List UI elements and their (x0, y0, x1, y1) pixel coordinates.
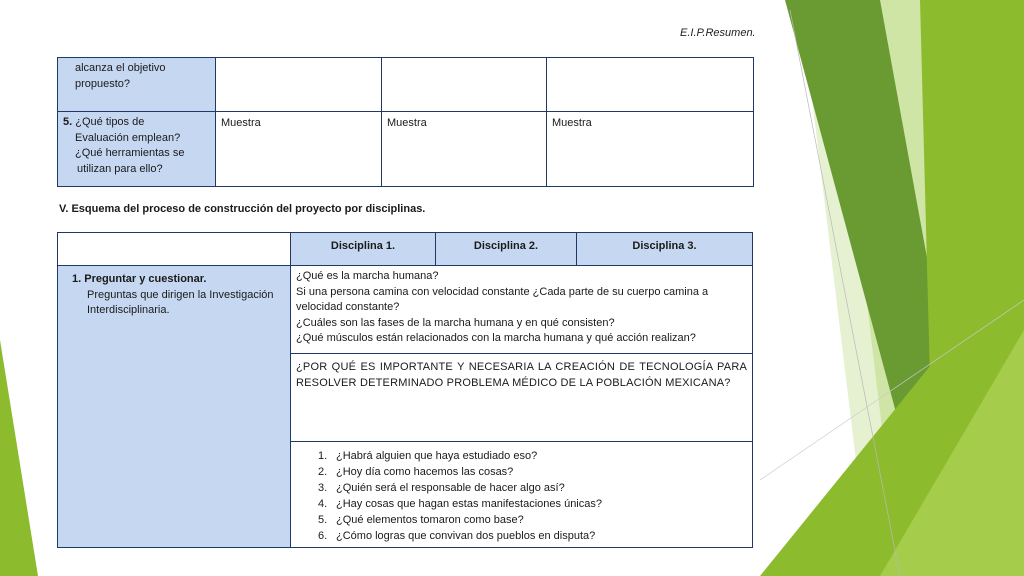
table-header-row (58, 233, 753, 266)
list-item: 3. ¿Quién será el responsable de hacer algo así? (318, 482, 565, 494)
question-cell (58, 112, 216, 187)
thin-line-2 (760, 300, 1024, 480)
list-item: 2. ¿Hoy día como hacemos las cosas? (318, 466, 514, 478)
questions-block (291, 266, 753, 354)
table-row (58, 266, 753, 354)
right-mid-wedge (920, 0, 1024, 576)
list-item: 5. ¿Qué elementos tomaron como base? (318, 514, 524, 526)
question-line: Si una persona camina con velocidad constante ¿Cada parte de su cuerpo camina a velocidad constante? (296, 285, 709, 313)
right-pale-wedge (800, 0, 1024, 576)
question-text: alcanza el objetivo propuesto? (75, 62, 166, 90)
question-line: Evaluación emplean? (75, 131, 181, 144)
right-bottom-triangle (760, 250, 1024, 576)
thin-line-1 (790, 10, 900, 576)
column-header: Disciplina 3. (577, 233, 753, 266)
left-green-triangle (0, 340, 38, 576)
answer-cell (547, 58, 754, 112)
column-header: Disciplina 1. (291, 233, 436, 266)
disciplines-table (57, 232, 753, 548)
column-header: Disciplina 2. (436, 233, 577, 266)
question-line: ¿Qué herramientas se (75, 147, 185, 159)
stage-cell (58, 266, 291, 548)
evaluation-table (57, 57, 754, 187)
question-number: 5. (63, 116, 73, 128)
stage-subtitle: Preguntas que dirigen la Investigación Interdisciplinaria. (87, 288, 274, 316)
answer-cell (216, 58, 382, 112)
numbered-questions-block (291, 442, 753, 548)
question-cell (58, 58, 216, 112)
question-line: ¿Cuáles son las fases de la marcha humana y en qué consisten? (296, 316, 615, 329)
table-row (58, 112, 754, 187)
document-header-note: E.I.P.Resumen. (680, 27, 756, 39)
question-line: ¿Qué músculos están relacionados con la marcha humana y qué acción realizan? (296, 332, 696, 344)
answer-cell: Muestra (382, 112, 547, 187)
right-light-wedge (830, 0, 1024, 576)
question-line: ¿Qué tipos de (75, 116, 145, 128)
answer-cell: Muestra (216, 112, 382, 187)
list-item: 4. ¿Hay cosas que hagan estas manifestaciones únicas? (318, 498, 602, 510)
empty-header-cell (58, 233, 291, 266)
right-bottom-shade (880, 330, 1024, 576)
question-line: ¿Qué es la marcha humana? (296, 270, 439, 282)
list-item: 1. ¿Habrá alguien que haya estudiado eso? (318, 450, 538, 462)
section-heading: V. Esquema del proceso de construcción del proyecto por disciplinas. (59, 203, 426, 215)
stage-title: 1. Preguntar y cuestionar. (72, 273, 207, 285)
question-line: utilizan para ello? (77, 162, 163, 175)
answer-cell: Muestra (547, 112, 754, 187)
table-row (58, 58, 754, 112)
answer-cell (382, 58, 547, 112)
main-question: ¿POR QUÉ ES IMPORTANTE Y NECESARIA LA CREACIÓN DE TECNOLOGÍA PARA RESOLVER DETERMINADO PROBLEMA MÉDICO DE LA POBLACIÓN MEXICANA? (296, 361, 747, 389)
numbered-question-list (296, 445, 747, 544)
list-item: 6. ¿Cómo logras que convivan dos pueblos en disputa? (318, 530, 596, 542)
main-question-block (291, 354, 753, 442)
right-dark-wedge (785, 0, 985, 576)
